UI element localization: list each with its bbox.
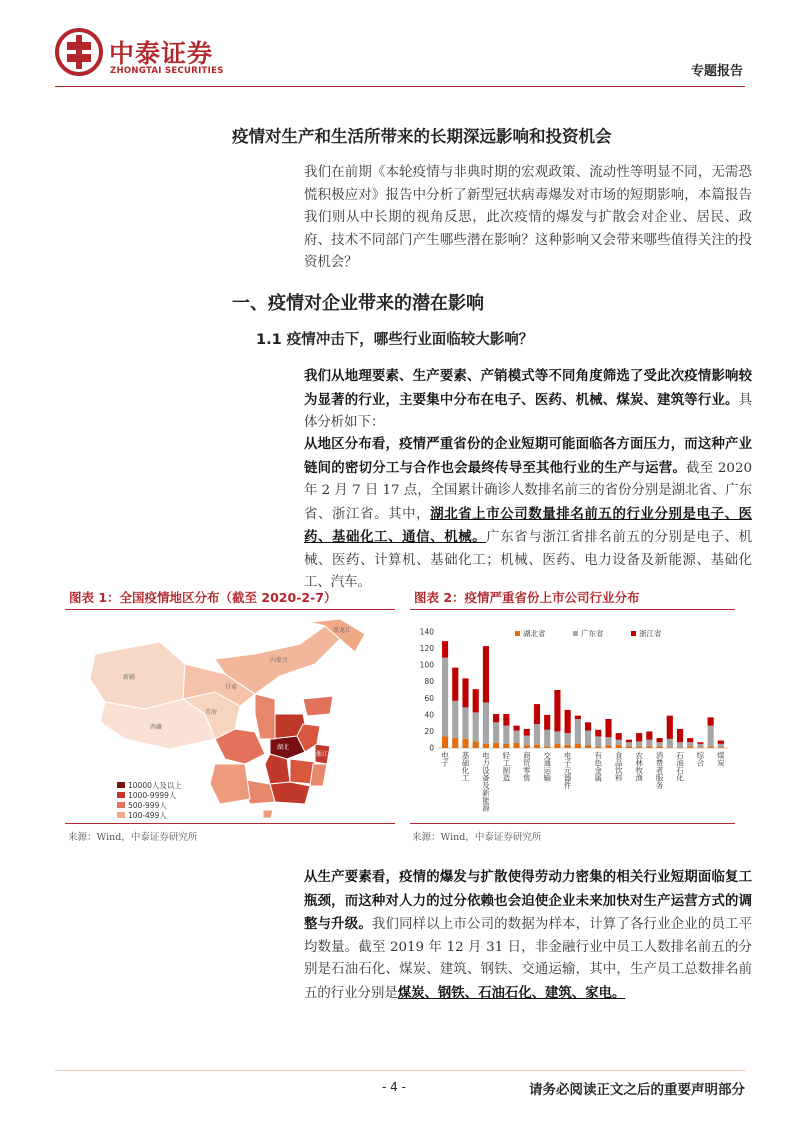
label-xizang: 西藏 xyxy=(150,724,163,731)
bar-segment xyxy=(534,745,540,748)
province-yunnan xyxy=(210,764,250,804)
province-hainan xyxy=(263,810,273,818)
figure2-source: 来源：Wind，中泰证券研究所 xyxy=(412,832,542,843)
figure2-title: 图表 2：疫情严重省份上市公司行业分布 xyxy=(410,588,735,610)
bar-segment xyxy=(544,746,550,748)
legend-label-4: 100-499人 xyxy=(128,811,167,819)
page-header xyxy=(55,28,745,84)
legend-swatch-1 xyxy=(117,782,125,788)
zhongtai-logo-icon xyxy=(55,28,103,76)
paragraph-text: 具体分析如下： xyxy=(304,392,752,430)
bar-segment xyxy=(503,744,509,748)
province-hunan xyxy=(265,754,290,784)
label-heilongjiang: 黑龙江 xyxy=(333,627,352,634)
bar-segment xyxy=(708,726,714,747)
x-tick-label: 电子元器件 xyxy=(563,751,572,790)
bar-segment xyxy=(697,742,703,744)
bar-segment xyxy=(616,733,622,740)
bar-segment xyxy=(657,738,663,742)
bar-segment xyxy=(595,746,601,748)
bar-segment xyxy=(708,717,714,725)
legend-swatch-2 xyxy=(117,792,125,798)
paragraph-production xyxy=(304,866,752,1005)
bar-segment xyxy=(616,740,622,745)
legend-label: 湖北省 xyxy=(523,629,546,638)
bar-segment xyxy=(718,744,724,747)
x-tick-label: 轻工制造 xyxy=(502,751,511,783)
province-shaanxi xyxy=(255,694,275,739)
bar-segment xyxy=(524,729,530,736)
legend-label-1: 10000人及以上 xyxy=(128,781,182,790)
y-tick-label: 40 xyxy=(424,710,434,720)
bar-segment xyxy=(657,746,663,748)
bar-segment xyxy=(585,746,591,748)
bar-segment xyxy=(646,740,652,747)
paragraph-industries xyxy=(304,365,752,435)
map-legend xyxy=(117,780,182,819)
bar-segment xyxy=(677,729,683,742)
x-tick-label: 食品饮料 xyxy=(614,751,623,783)
bar-segment xyxy=(452,701,458,738)
bar-segment xyxy=(554,731,560,743)
industry-bar-chart xyxy=(410,620,735,820)
paragraph-bold-text: 我们从地理要素、生产要素、产销模式等不同角度筛选了受此次疫情影响较为显著的行业，主要集中分布在电子、医药、机械、煤炭、建筑等行业。 xyxy=(304,368,752,408)
bar-segment xyxy=(493,722,499,743)
legend-label-3: 500-999人 xyxy=(128,801,167,810)
bar-segment xyxy=(657,742,663,746)
footer-divider xyxy=(55,1070,745,1071)
header-divider xyxy=(55,86,745,87)
x-tick-label: 基础化工 xyxy=(461,751,470,783)
bar-segment xyxy=(514,743,520,748)
logo-english-name: ZHONGTAI SECURITIES xyxy=(110,66,224,76)
bar-segment xyxy=(514,726,520,731)
bar-segment xyxy=(442,658,448,737)
legend-swatch-4 xyxy=(117,812,125,818)
bar-segment xyxy=(585,722,591,730)
page-number: - 4 - xyxy=(382,1080,406,1094)
bar-segment xyxy=(708,746,714,748)
label-zhejiang: 浙江 xyxy=(316,751,329,758)
bar-segment xyxy=(585,731,591,746)
bar-segment xyxy=(483,646,489,702)
figure1-source: 来源：Wind，中泰证券研究所 xyxy=(68,832,198,843)
bar-segment xyxy=(575,719,581,744)
legend-swatch xyxy=(573,631,578,636)
bar-segment xyxy=(493,714,499,722)
y-tick-label: 20 xyxy=(424,726,434,736)
bar-segment xyxy=(544,715,550,730)
bar-segment xyxy=(626,746,632,748)
bar-segment xyxy=(677,747,683,748)
bar-segment xyxy=(667,716,673,739)
paragraph-underlined-text: 湖北省上市公司数量排名前五的行业分别是电子、医药、基础化工、通信、机械。 xyxy=(304,505,753,545)
paragraph-bold-text: 从地区分布看，疫情严重省份的企业短期可能面临各方面压力，而这种产业链间的密切分工与合作也会最终传导至其他行业的生产与运营。 xyxy=(304,436,752,476)
paragraph-bold-text: 从生产要素看，疫情的爆发与扩散使得劳动力密集的相关行业短期面临复工瓶颈，而这种对人力的过分依赖也会迫使企业未来加快对生产运营方式的调整与升级。 xyxy=(304,869,752,932)
bar-segment xyxy=(442,641,448,658)
report-type-label: 专题报告 xyxy=(690,64,743,79)
bar-segment xyxy=(697,744,703,747)
bar-segment xyxy=(503,714,509,726)
china-epidemic-map xyxy=(65,614,395,819)
x-tick-label: 石油石化 xyxy=(676,751,684,783)
bar-segment xyxy=(483,702,489,743)
paragraph-underlined-text: 煤炭、钢铁、石油石化、建筑、家电。 xyxy=(397,984,626,1001)
bar-segment xyxy=(575,744,581,748)
bar-segment xyxy=(687,738,693,742)
label-qinghai: 青海 xyxy=(205,709,218,716)
page-title: 疫情对生产和生活所带来的长期深远影响和投资机会 xyxy=(232,127,612,146)
x-tick-label: 电子 xyxy=(441,751,449,768)
y-tick-label: 0 xyxy=(429,743,434,753)
bar-segment xyxy=(565,745,571,748)
province-fujian xyxy=(310,764,327,786)
province-guangdong xyxy=(270,782,310,804)
bar-segment xyxy=(524,736,530,746)
section-heading: 一、疫情对企业带来的潜在影响 xyxy=(232,293,484,314)
bar-segment xyxy=(534,724,540,745)
x-tick-label: 有色金属 xyxy=(594,751,603,783)
x-tick-label: 农林牧渔 xyxy=(635,751,643,783)
y-tick-label: 120 xyxy=(419,644,434,654)
y-tick-label: 60 xyxy=(424,693,434,703)
x-tick-label: 交通运输 xyxy=(543,751,551,783)
chart-legend xyxy=(515,628,662,638)
bar-segment xyxy=(687,746,693,748)
label-hubei: 湖北 xyxy=(277,744,290,751)
bar-segment xyxy=(697,747,703,748)
legend-label-2: 1000-9999人 xyxy=(128,791,177,800)
subsection-heading: 1.1 疫情冲击下，哪些行业面临较大影响？ xyxy=(256,332,534,348)
bar-segment xyxy=(626,740,632,742)
bar-segment xyxy=(626,742,632,746)
bar-segment xyxy=(636,733,642,741)
bar-segment xyxy=(554,690,560,731)
bar-segment xyxy=(718,747,724,748)
paragraph-text: 我们同样以上市公司的数据为样本，计算了各行业企业的员工平均数量。截至 2019 年 12 月 31 日，非金融行业中员工人数排名前五的分别是石油石化、煤炭、建筑、钢铁、交通运输，其中，生产员工总数排名前五的行业分别是 xyxy=(304,917,753,1001)
label-xinjiang: 新疆 xyxy=(123,674,136,681)
bar-segment xyxy=(462,678,468,707)
legend-swatch-3 xyxy=(117,802,125,808)
bar-segment xyxy=(677,742,683,747)
province-shandong xyxy=(303,696,333,716)
footer-disclaimer: 请务必阅读正文之后的重要声明部分 xyxy=(529,1082,745,1098)
province-xinjiang xyxy=(90,642,185,709)
bar-segment xyxy=(605,746,611,748)
paragraph-text: 广东省与浙江省排名前五的分别是电子、机械、医药、计算机、基础化工；机械、医药、电力设备及新能源、基础化工、汽车。 xyxy=(304,530,753,590)
legend-label: 浙江省 xyxy=(639,629,662,638)
bars xyxy=(442,641,724,748)
bar-segment xyxy=(534,704,540,724)
y-tick-label: 140 xyxy=(419,627,434,637)
legend-swatch xyxy=(515,631,520,636)
bar-segment xyxy=(554,744,560,748)
x-tick-label: 消费者服务 xyxy=(655,751,664,790)
bar-segment xyxy=(493,743,499,748)
figure1-title: 图表 1：全国疫情地区分布（截至 2020-2-7） xyxy=(65,588,395,610)
x-tick-label: 电力设备及新能源 xyxy=(482,751,490,813)
bar-segment xyxy=(605,737,611,745)
bar-segment xyxy=(667,739,673,747)
bar-segment xyxy=(687,742,693,746)
bar-segment xyxy=(442,736,448,748)
bar-segment xyxy=(544,730,550,747)
label-gansu: 甘肃 xyxy=(225,684,238,691)
x-axis-labels xyxy=(441,750,725,813)
bar-segment xyxy=(646,746,652,748)
bar-segment xyxy=(565,710,571,733)
figure2-bottom-rule xyxy=(410,823,735,824)
bar-segment xyxy=(473,741,479,748)
y-tick-label: 80 xyxy=(424,677,434,687)
bar-segment xyxy=(452,668,458,701)
bar-segment xyxy=(605,719,611,737)
bar-segment xyxy=(636,746,642,748)
logo-chinese-name: 中泰证券 xyxy=(109,39,214,68)
paragraph-text: 截至 2020 年 2 月 7 日 17 点，全国累计确诊人数排名前三的省份分别是湖北省、广东省、浙江省。其中， xyxy=(304,460,752,522)
legend-label: 广东省 xyxy=(581,629,604,638)
bar-segment xyxy=(667,747,673,748)
bar-segment xyxy=(575,716,581,719)
bar-segment xyxy=(718,741,724,744)
bar-segment xyxy=(565,733,571,745)
bar-segment xyxy=(616,745,622,748)
bar-segment xyxy=(636,741,642,746)
bar-segment xyxy=(462,739,468,748)
intro-paragraph: 我们在前期《本轮疫情与非典时期的宏观政策、流动性等明显不同，无需恐慌积极应对》报告中分析了新型冠状病毒爆发对市场的短期影响，本篇报告我们则从中长期的视角反思，此次疫情的爆发与扩散会对企业、居民、政府、技术不同部门产生哪些潜在影响？这种影响又会带来哪些值得关注的投资机会？ xyxy=(304,165,752,270)
bar-segment xyxy=(503,726,509,744)
legend-swatch xyxy=(631,631,636,636)
label-neimenggu: 内蒙古 xyxy=(270,657,289,664)
x-tick-label: 商贸零售 xyxy=(523,751,531,783)
y-tick-label: 100 xyxy=(419,660,434,670)
paragraph-regional xyxy=(304,433,752,595)
figure1-bottom-rule xyxy=(65,823,395,824)
bar-segment xyxy=(462,707,468,738)
bar-segment xyxy=(514,731,520,743)
x-tick-label: 综合 xyxy=(696,751,705,768)
bar-segment xyxy=(483,744,489,748)
bar-segment xyxy=(524,746,530,748)
bar-segment xyxy=(595,736,601,746)
bar-segment xyxy=(646,731,652,739)
bar-segment xyxy=(452,738,458,748)
bar-segment xyxy=(473,689,479,712)
x-tick-label: 煤炭 xyxy=(717,751,725,768)
bar-segment xyxy=(595,730,601,737)
bar-segment xyxy=(473,712,479,741)
